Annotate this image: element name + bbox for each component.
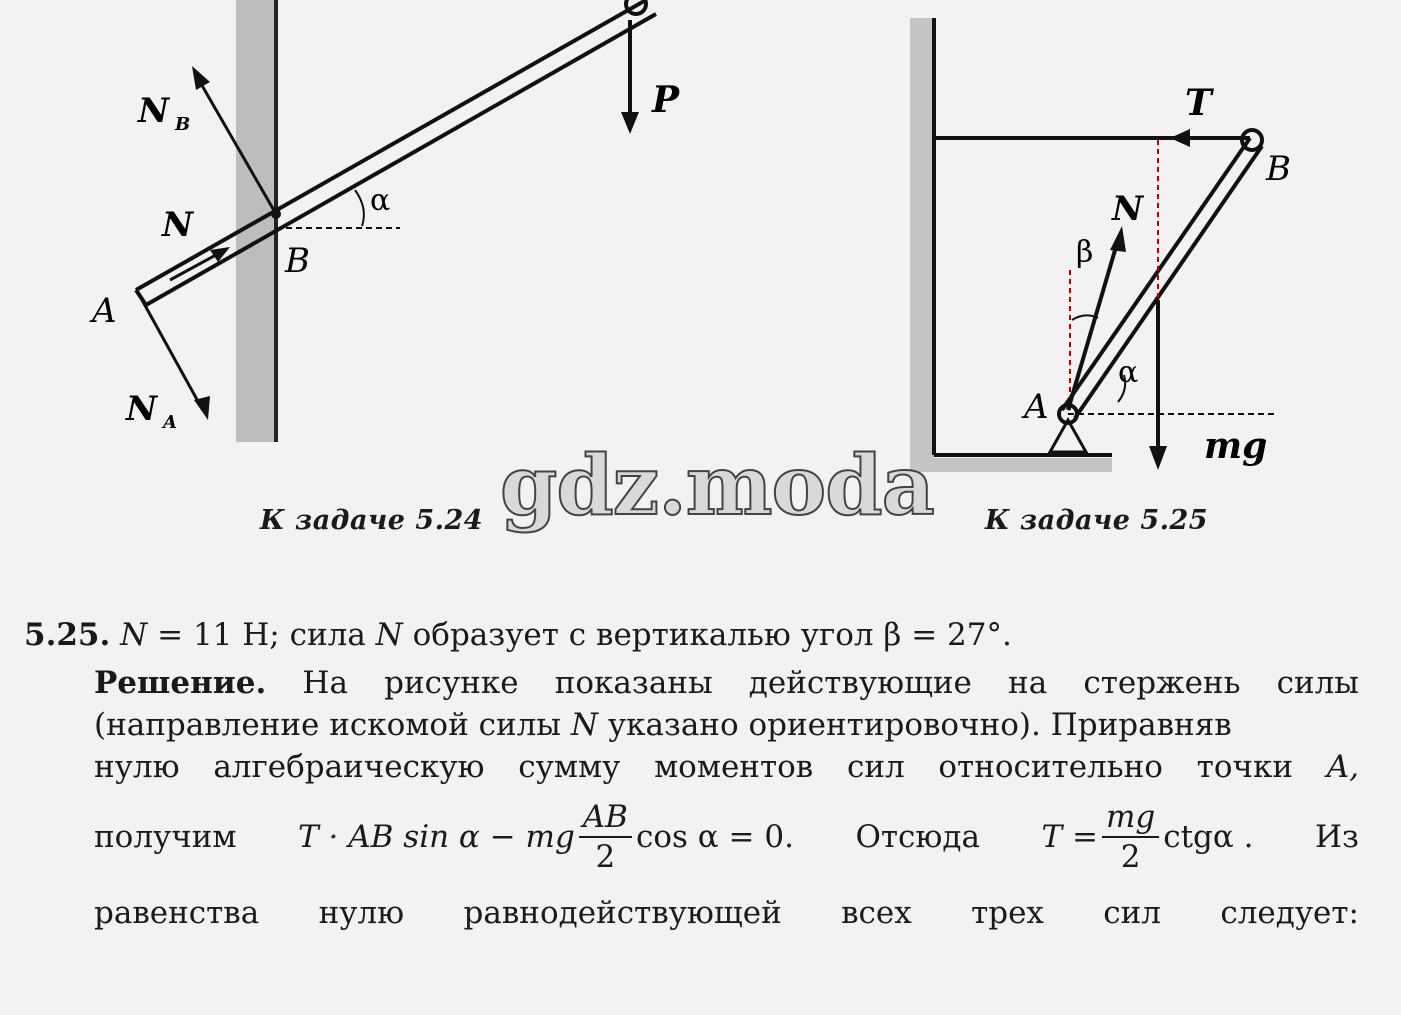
label-A: A — [92, 291, 117, 331]
rod — [136, 0, 646, 290]
figure-5-25 — [900, 0, 1320, 500]
solution-line-2: Решение. На рисунке показаны действующие на стержень силы — [94, 665, 1359, 701]
fraction-mg-2: $\frac{mg}{2}$ — [1102, 798, 1159, 876]
solution-line-6: равенства нулю равнодействующей всех трех сил следует: — [94, 895, 1359, 931]
label-B: B — [285, 241, 310, 281]
label-NB-sub: B — [175, 114, 191, 135]
watermark: gdz.moda — [500, 438, 934, 534]
label-alpha: α — [1118, 355, 1139, 390]
label-NA-sub: A — [163, 412, 177, 433]
problem-number: 5.25. — [24, 617, 111, 653]
label-N: N — [162, 205, 194, 245]
solution-line-3: (направление искомой силы N указано ориентировочно). Приравняв — [94, 707, 1232, 743]
answer-line: 5.25. N = 11 Н; сила N образует с вертикалью угол β = 27°. — [24, 617, 1012, 653]
label-alpha: α — [370, 183, 391, 218]
label-N: N — [1112, 189, 1144, 229]
label-T: T — [1185, 82, 1212, 124]
label-A: A — [1024, 387, 1049, 427]
formula-line: получим T · AB sin α − mg $\frac{AB}{2}$ cos α = 0. Отсюда T = $\frac{mg}{2}$ ctgα . Из — [94, 799, 1359, 875]
fraction-ab-2: $\frac{AB}{2}$ — [579, 798, 632, 876]
label-NB: N — [138, 91, 170, 131]
label-beta: β — [1076, 235, 1094, 270]
solution-line-4: нулю алгебраическую сумму моментов сил относительно точки A, — [94, 749, 1359, 785]
caption-5-24: К задаче 5.24 — [260, 505, 484, 536]
label-B: B — [1266, 149, 1291, 189]
label-NA: N — [126, 389, 158, 429]
figure-5-24 — [0, 0, 700, 480]
label-mg: mg — [1204, 425, 1268, 467]
label-P: P — [652, 79, 680, 121]
caption-5-25: К задаче 5.25 — [985, 505, 1209, 536]
